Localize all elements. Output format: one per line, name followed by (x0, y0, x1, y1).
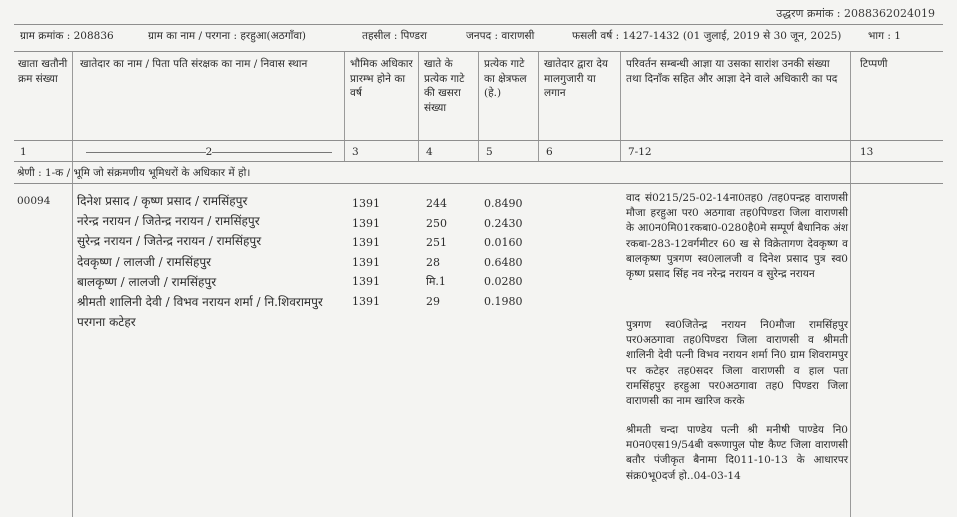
right-year: 1391 (352, 197, 380, 210)
order-paragraph: श्रीमती चन्दा पाण्डेय पत्नी श्री मनीषी पाण्डेय नि0 म0न0एस19/54बी वरूणापुल पोष्ट कैण्ट जिला वाराणसी बतौर पंजीकृत बैनामा दि011-10-13 के आधारपर संक्र0भू0दर्ज हो..04-03-14 (626, 424, 848, 482)
category-bottom-border (14, 183, 943, 184)
order-paragraph: पुत्रगण स्व0जितेन्द्र नरायन नि0मौजा रामसिंहपुर पर0अठगावा तह0पिण्डरा जिला वाराणसी व श्रीमती शालिनी देवी पत्नी विभव नरायन शर्मा नि0 ग्राम शिवरामपुर पर कटेहर तह0सदर जिला वाराणसी व हाल पता रामसिंहपुर हरहुआ पर0अठगावा तह0 पिण्डरा जिला वाराणसी का नाम खारिज करके (626, 319, 848, 408)
khata-number: 00094 (17, 195, 51, 207)
reference-label: उद्धरण क्रमांक : (776, 7, 841, 20)
village-number: ग्राम क्रमांक : 208836 (20, 30, 114, 42)
header-rent: खातेदार द्वारा देय मालगुजारी या लगान (544, 58, 608, 99)
header-area: प्रत्येक गाटे का क्षेत्रफल (हे.) (484, 58, 527, 99)
reference-value: 2088362024019 (844, 7, 935, 20)
khasra-number: मि.1 (426, 275, 446, 289)
header-change-order: परिवर्तन सम्बन्धी आज्ञा या उसका सारांश उनकी संख्या तथा दिनाँक सहित और आज्ञा देने वाले अधिकारी का पद (626, 58, 838, 85)
column-divider (418, 52, 419, 162)
khasra-number: 251 (426, 236, 447, 250)
change-order-text (626, 191, 848, 282)
column-divider (72, 52, 73, 517)
owner-entry: बालकृष्ण / लालजी / रामसिंहपुर (77, 274, 217, 289)
khasra-list (426, 194, 447, 312)
village-name: ग्राम का नाम / परगना : हरहुआ(अठगाँवा) (148, 30, 307, 42)
area-value: 0.8490 (484, 197, 523, 210)
right-year: 1391 (352, 216, 380, 230)
pargana-line: परगना कटेहर (77, 315, 136, 330)
owner-entry: नरेन्द्र नरायन / जितेन्द्र नरायन / रामसिंहपुर (77, 214, 260, 229)
column-number-5: 5 (486, 146, 493, 158)
column-number-1: 1 (20, 146, 27, 158)
column-divider (620, 52, 621, 162)
dash-line (86, 152, 206, 153)
column-number-6: 6 (546, 146, 553, 158)
category-line: श्रेणी : 1-क / भूमि जो संक्रमणीय भूमिधरों के अधिकार में हो। (17, 167, 251, 179)
owner-entry: देवकृष्ण / लालजी / रामसिंहपुर (77, 254, 212, 269)
category-top-border (14, 161, 943, 162)
header-right-year: भौमिक अधिकार प्रारम्भ होने का वर्ष (350, 58, 413, 99)
khasra-number: 29 (426, 294, 440, 308)
column-divider (850, 52, 851, 517)
area-value: 0.0280 (484, 275, 523, 289)
area-list (484, 194, 523, 312)
column-number-4: 4 (426, 146, 433, 158)
right-year-list (352, 194, 380, 312)
dash-line (212, 152, 332, 153)
column-number-2-label: 2 (205, 146, 213, 158)
fasli-year: फसली वर्ष : 1427-1432 (01 जुलाई, 2019 से 30 जून, 2025) (572, 30, 842, 42)
order-paragraph: वाद सं0215/25-02-14ना0तह0 /तह0पन्द्रह वाराणसी मौजा हरहुआ पर0 अठगावा तह0पिण्डरा जिला वाराणसी के आ0न0मि01रकबा0-0280है0मे सम्पूर्ण बैधानिक अंश रकबा-283-12वर्गमीटर 60 ख से विक्रेतागण देवकृष्ण व बालकृष्ण पुत्रगण स्व0लालजी व दिनेश प्रसाद पुत्र स्व0 कृष्ण प्रसाद सिंह नव नरेन्द्र नरायन व सुरेन्द्र नरायन (626, 192, 848, 281)
header-remark: टिप्पणी (860, 58, 888, 70)
part-number: भाग : 1 (868, 30, 901, 42)
top-border (14, 24, 943, 25)
right-year: 1391 (352, 255, 380, 269)
tehsil: तहसील : पिण्डरा (362, 30, 428, 42)
column-number-13: 13 (860, 146, 874, 158)
khasra-number: 244 (426, 197, 447, 210)
header-khasra-number: खाते के प्रत्येक गाटे की खसरा संख्या (424, 58, 465, 114)
column-number-7-12: 7-12 (628, 146, 652, 158)
change-order-text (626, 318, 848, 409)
header-owner-name: खातेदार का नाम / पिता पति संरक्षक का नाम / निवास स्थान (80, 58, 308, 70)
owner-entry: दिनेश प्रसाद / कृष्ण प्रसाद / रामसिंहपुर (77, 194, 248, 208)
reference-number (776, 6, 935, 21)
district: जनपद : वाराणसी (466, 30, 535, 42)
khasra-number: 250 (426, 216, 447, 230)
right-year: 1391 (352, 236, 380, 250)
right-year: 1391 (352, 275, 380, 289)
owner-entry: सुरेन्द्र नरायन / जितेन्द्र नरायन / रामसिंहपुर (77, 234, 262, 249)
area-value: 0.0160 (484, 236, 523, 250)
area-value: 0.2430 (484, 216, 523, 230)
column-divider (538, 52, 539, 162)
owner-entry: श्रीमती शालिनी देवी / विभव नरायन शर्मा / नि.शिवरामपुर (77, 295, 323, 310)
header-bottom-border (14, 140, 943, 141)
column-divider (478, 52, 479, 162)
area-value: 0.6480 (484, 255, 523, 269)
khasra-number: 28 (426, 255, 440, 269)
change-order-text (626, 423, 848, 484)
column-number-2 (84, 146, 334, 158)
column-number-3: 3 (352, 146, 359, 158)
area-value: 0.1980 (484, 294, 523, 308)
column-divider (344, 52, 345, 162)
header-khata-number: खाता खतौनी क्रम संख्या (18, 58, 68, 85)
right-year: 1391 (352, 294, 380, 308)
owner-list (77, 191, 323, 332)
